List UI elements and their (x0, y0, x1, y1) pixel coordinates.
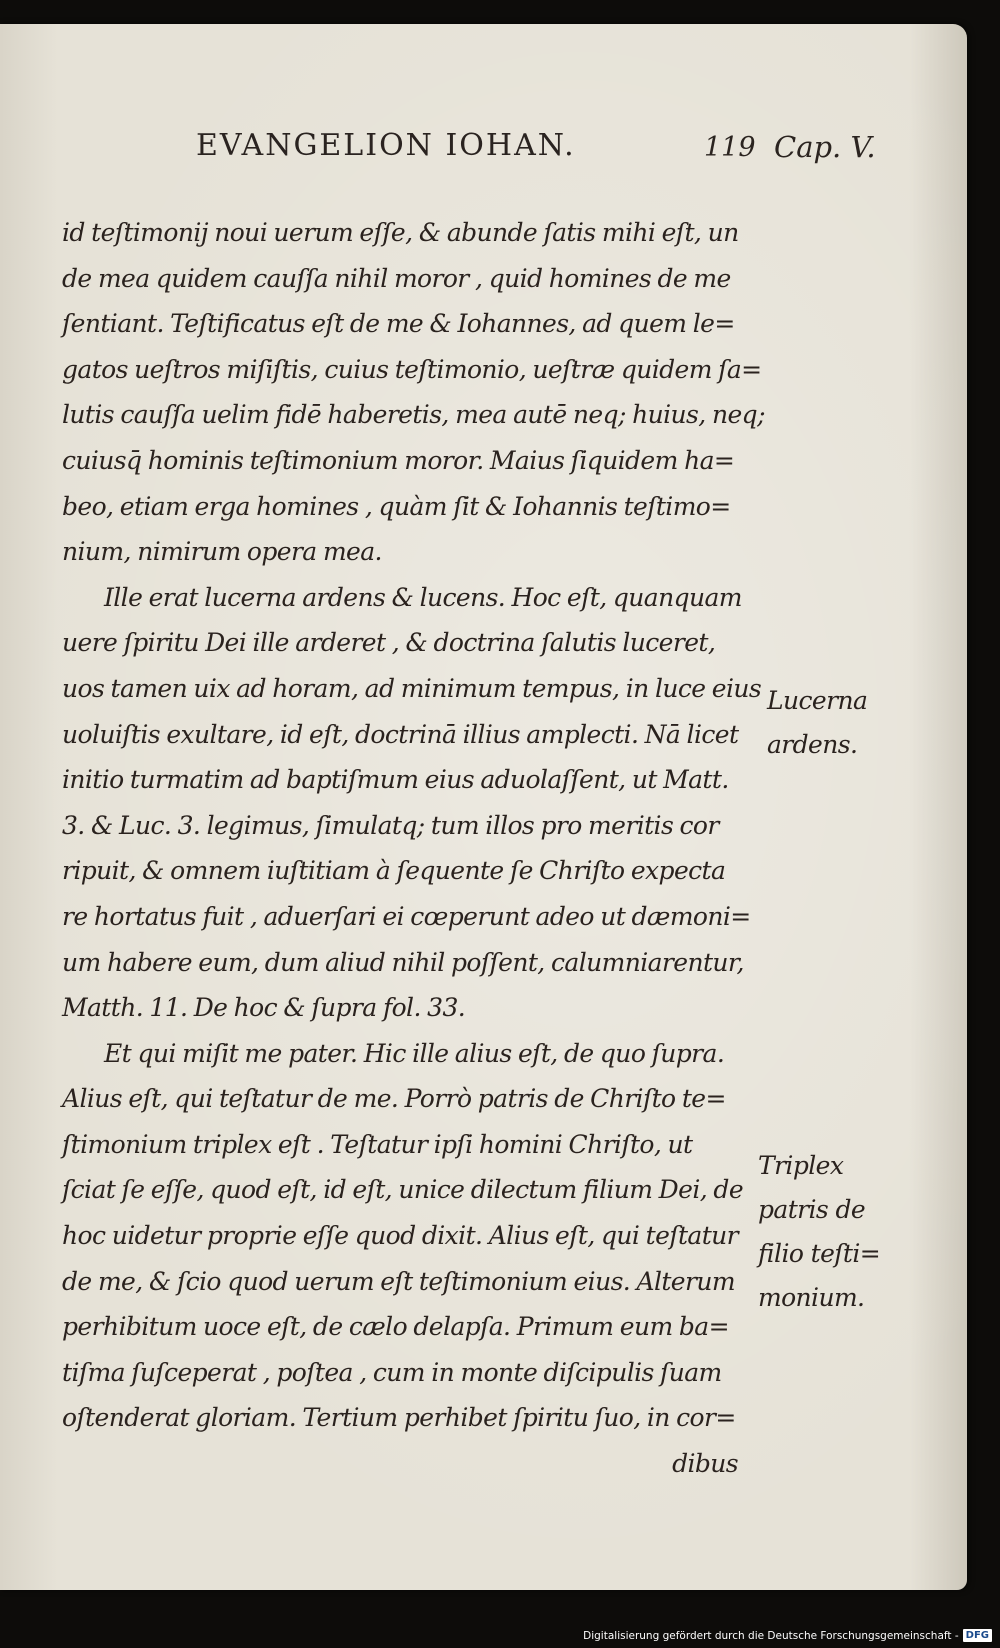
text-line: gatos ueſtros miſiſtis, cuius teſtimonio, ueſtræ quidem ſa= (62, 354, 762, 384)
text-line: de me, & ſcio quod uerum eſt teſtimonium eius. Alterum (62, 1266, 735, 1296)
margin-note-line: patris de (758, 1195, 866, 1224)
text-line: Alius eſt, qui teſtatur de me. Porrò patris de Chriſto te= (62, 1084, 726, 1114)
margin-note-triplex (758, 1144, 880, 1320)
funding-credit (583, 1629, 992, 1642)
text-line: tiſma ſuſceperat , poſtea , cum in monte diſcipulis ſuam (62, 1357, 722, 1387)
text-line: cuiusq̄ hominis teſtimonium moror. Maius ſiquidem ha= (62, 445, 735, 475)
chapter-label: Cap. V. (774, 130, 876, 164)
running-head-title: EVANGELION IOHAN. (196, 128, 576, 163)
text-line: initio turmatim ad baptiſmum eius aduolaſſent, ut Matt. (62, 765, 729, 795)
text-line: re hortatus fuit , aduerſari ei cœperunt adeo ut dæmoni= (62, 901, 751, 931)
text-line: ripuit, & omnem iuſtitiam à ſequente ſe Chriſto expecta (62, 856, 726, 886)
margin-note-line: Lucerna (767, 686, 868, 715)
text-line: id teſtimonij noui uerum eſſe, & abunde ſatis mihi eſt, un (62, 218, 739, 247)
dfg-logo: DFG (963, 1629, 992, 1642)
text-line: Matth. 11. De hoc & ſupra fol. 33. (62, 993, 466, 1023)
text-line: Ille erat lucerna ardens & lucens. Hoc eſt, quanquam (104, 582, 742, 612)
text-line: uoluiſtis exultare, id eſt, doctrinā illius amplecti. Nā licet (62, 719, 739, 749)
text-line: ſciat ſe eſſe, quod eſt, id eſt, unice dilectum filium Dei, de (62, 1175, 744, 1205)
text-line: um habere eum, dum aliud nihil poſſent, calumniarentur, (62, 947, 744, 977)
text-line: lutis cauſſa uelim fidē haberetis, mea autē neq; huius, neq; (62, 400, 765, 430)
text-line: ſtimonium triplex eſt . Teſtatur ipſi homini Chriſto, ut (62, 1129, 693, 1159)
margin-note-line: Triplex (758, 1151, 844, 1180)
funding-credit-text: Digitalisierung gefördert durch die Deutsche Forschungsgemeinschaft - (583, 1629, 959, 1642)
running-head (196, 128, 896, 168)
margin-note-line: monium. (758, 1283, 865, 1312)
text-line: uos tamen uix ad horam, ad minimum tempus, in luce eius (62, 673, 762, 703)
text-line: 3. & Luc. 3. legimus, ſimulatq; tum illos pro meritis cor (62, 810, 719, 840)
text-line: perhibitum uoce eſt, de cælo delapſa. Primum eum ba= (62, 1312, 729, 1342)
text-line: beo, etiam erga homines , quàm ſit & Iohannis teſtimo= (62, 491, 731, 521)
text-line: hoc uidetur proprie eſſe quod dixit. Alius eſt, qui teſtatur (62, 1221, 739, 1251)
catchword: dibus (672, 1449, 738, 1479)
margin-note-line: ardens. (767, 730, 858, 759)
body-text (62, 210, 765, 1487)
text-line: uere ſpiritu Dei ille arderet , & doctrina ſalutis luceret, (62, 628, 716, 658)
book-page (0, 24, 967, 1590)
text-line: nium, nimirum opera mea. (62, 537, 382, 567)
margin-note-line: filio teſti= (758, 1239, 881, 1268)
page-number: 119 (704, 132, 756, 163)
text-line: oſtenderat gloriam. Tertium perhibet ſpiritu ſuo, in cor= (62, 1403, 736, 1433)
text-line: ſentiant. Teſtificatus eſt de me & Iohannes, ad quem le= (62, 309, 735, 339)
margin-note-lucerna (767, 679, 867, 767)
text-line: de mea quidem cauſſa nihil moror , quid homines de me (62, 263, 731, 293)
text-line: Et qui miſit me pater. Hic ille alius eſt, de quo ſupra. (104, 1038, 725, 1068)
